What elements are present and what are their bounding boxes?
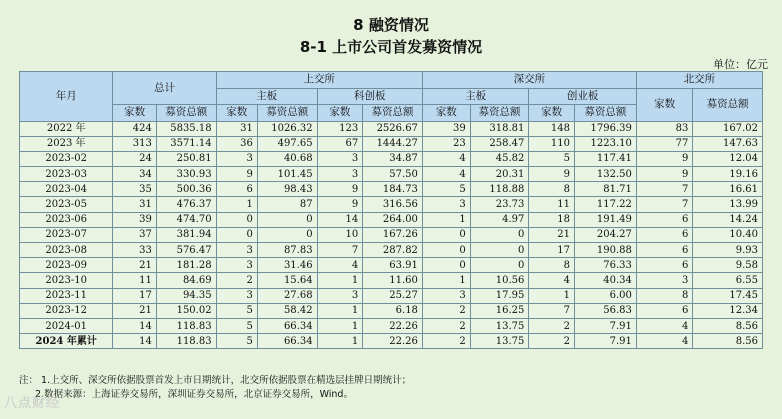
cell-sse-main-n: 0: [216, 212, 257, 227]
cell-total-a: 181.28: [156, 258, 216, 273]
cell-sse-main-n: 36: [216, 136, 257, 151]
cell-month: 2023-09: [20, 258, 113, 273]
table-row: [20, 167, 763, 182]
header-sse-main-amount: 募资总额: [257, 105, 317, 122]
cell-star-n: 1: [317, 318, 363, 333]
cell-total-a: 150.02: [156, 303, 216, 318]
cell-gem-a: 40.34: [574, 273, 636, 288]
table-row: [20, 182, 763, 197]
cell-total-n: 313: [113, 136, 156, 151]
cell-bse-n: 6: [636, 258, 692, 273]
cell-total-n: 14: [113, 334, 156, 349]
header-szse-main-count: 家数: [422, 105, 470, 122]
cell-bse-a: 12.04: [693, 151, 763, 166]
cell-star-a: 184.73: [363, 182, 423, 197]
header-sse-main-count: 家数: [216, 105, 257, 122]
cell-month: 2023-02: [20, 151, 113, 166]
cell-sz-main-a: 17.95: [470, 288, 529, 303]
table-row: [20, 212, 763, 227]
cell-gem-a: 56.83: [574, 303, 636, 318]
header-sse-star-amount: 募资总额: [363, 105, 423, 122]
cell-sz-main-a: 258.47: [470, 136, 529, 151]
cell-bse-n: 7: [636, 182, 692, 197]
cell-bse-n: 9: [636, 167, 692, 182]
page-title: 8 融资情况: [353, 16, 429, 34]
cell-sse-main-n: 2: [216, 273, 257, 288]
cell-total-a: 118.83: [156, 318, 216, 333]
cell-month: 2023-07: [20, 227, 113, 242]
cell-star-a: 2526.67: [363, 121, 423, 136]
cell-bse-n: 6: [636, 212, 692, 227]
cell-gem-a: 204.27: [574, 227, 636, 242]
cell-gem-n: 11: [529, 197, 575, 212]
cell-total-n: 21: [113, 303, 156, 318]
header-bse-count: 家数: [636, 88, 692, 121]
cell-total-a: 576.47: [156, 243, 216, 258]
cell-sse-main-n: 6: [216, 182, 257, 197]
header-szse-main: 主板: [422, 88, 528, 105]
cell-sse-main-n: 9: [216, 167, 257, 182]
cell-sz-main-n: 3: [422, 197, 470, 212]
header-szse: 深交所: [422, 72, 636, 89]
cell-month: 2022 年: [20, 121, 113, 136]
cell-sse-main-n: 0: [216, 227, 257, 242]
cell-sz-main-a: 4.97: [470, 212, 529, 227]
cell-total-n: 424: [113, 121, 156, 136]
table-row: [20, 136, 763, 151]
cell-sse-main-a: 66.34: [257, 334, 317, 349]
cell-total-n: 39: [113, 212, 156, 227]
cell-month: 2023-06: [20, 212, 113, 227]
cell-sz-main-a: 318.81: [470, 121, 529, 136]
cell-sz-main-n: 1: [422, 212, 470, 227]
cell-month: 2023-03: [20, 167, 113, 182]
cell-gem-n: 4: [529, 273, 575, 288]
footnote-2: 2.数据来源：上海证券交易所，深圳证券交易所，北京证券交易所，Wind。: [35, 389, 353, 400]
cell-star-n: 1: [317, 303, 363, 318]
cell-sse-main-a: 87.83: [257, 243, 317, 258]
cell-star-n: 3: [317, 167, 363, 182]
cell-total-n: 33: [113, 243, 156, 258]
cell-sse-main-a: 98.43: [257, 182, 317, 197]
cell-total-a: 84.69: [156, 273, 216, 288]
cell-total-n: 35: [113, 182, 156, 197]
cell-gem-a: 81.71: [574, 182, 636, 197]
cell-month: 2023-04: [20, 182, 113, 197]
cell-sz-main-a: 0: [470, 243, 529, 258]
cell-bse-a: 12.34: [693, 303, 763, 318]
table-title: 8-1 上市公司首发募资情况: [299, 38, 483, 56]
cell-sz-main-a: 13.75: [470, 334, 529, 349]
header-bse: 北交所: [636, 72, 762, 89]
cell-gem-n: 110: [529, 136, 575, 151]
cell-month: 2023-05: [20, 197, 113, 212]
cell-total-a: 250.81: [156, 151, 216, 166]
cell-month: 2023-12: [20, 303, 113, 318]
cell-gem-a: 190.88: [574, 243, 636, 258]
cell-gem-a: 1223.10: [574, 136, 636, 151]
cell-star-n: 7: [317, 243, 363, 258]
table-row: [20, 227, 763, 242]
cell-bse-n: 6: [636, 303, 692, 318]
cell-star-a: 11.60: [363, 273, 423, 288]
cell-star-a: 1444.27: [363, 136, 423, 151]
cell-sse-main-a: 87: [257, 197, 317, 212]
cell-total-n: 21: [113, 258, 156, 273]
cell-star-n: 1: [317, 273, 363, 288]
cell-total-n: 24: [113, 151, 156, 166]
cell-sz-main-a: 45.82: [470, 151, 529, 166]
cell-total-a: 476.37: [156, 197, 216, 212]
cell-total-n: 17: [113, 288, 156, 303]
cell-bse-n: 3: [636, 273, 692, 288]
cell-sse-main-n: 1: [216, 197, 257, 212]
header-total-amount: 募资总额: [156, 105, 216, 122]
cell-sz-main-a: 23.73: [470, 197, 529, 212]
cell-star-n: 10: [317, 227, 363, 242]
cell-star-a: 316.56: [363, 197, 423, 212]
cell-gem-n: 2: [529, 318, 575, 333]
cell-star-a: 287.82: [363, 243, 423, 258]
cell-sz-main-a: 10.56: [470, 273, 529, 288]
cell-total-a: 94.35: [156, 288, 216, 303]
cell-bse-n: 9: [636, 151, 692, 166]
cell-sz-main-n: 4: [422, 167, 470, 182]
cell-sse-main-a: 101.45: [257, 167, 317, 182]
cell-sz-main-n: 4: [422, 151, 470, 166]
cell-sz-main-n: 39: [422, 121, 470, 136]
cell-sse-main-n: 5: [216, 334, 257, 349]
cell-gem-a: 7.91: [574, 334, 636, 349]
cell-total-n: 14: [113, 318, 156, 333]
cell-gem-n: 17: [529, 243, 575, 258]
header-szse-gem-amount: 募资总额: [574, 105, 636, 122]
table-row: [20, 288, 763, 303]
cell-gem-n: 2: [529, 334, 575, 349]
cell-bse-a: 167.02: [693, 121, 763, 136]
cell-bse-a: 17.45: [693, 288, 763, 303]
cell-gem-n: 148: [529, 121, 575, 136]
cell-gem-a: 132.50: [574, 167, 636, 182]
cell-month: 2024-01: [20, 318, 113, 333]
cell-sz-main-a: 0: [470, 258, 529, 273]
table-body: [20, 121, 763, 349]
cell-gem-n: 18: [529, 212, 575, 227]
cell-sse-main-n: 5: [216, 318, 257, 333]
cell-bse-a: 147.63: [693, 136, 763, 151]
cell-bse-n: 7: [636, 197, 692, 212]
table-row: [20, 121, 763, 136]
cell-sz-main-n: 0: [422, 258, 470, 273]
cell-total-n: 11: [113, 273, 156, 288]
cell-sse-main-a: 0: [257, 227, 317, 242]
cell-bse-n: 77: [636, 136, 692, 151]
cell-sz-main-a: 16.25: [470, 303, 529, 318]
header-sse-star: 科创板: [317, 88, 422, 105]
cell-star-n: 3: [317, 288, 363, 303]
cell-sz-main-a: 118.88: [470, 182, 529, 197]
cell-total-a: 330.93: [156, 167, 216, 182]
cell-star-n: 9: [317, 197, 363, 212]
cell-sz-main-n: 0: [422, 243, 470, 258]
cell-bse-a: 6.55: [693, 273, 763, 288]
cell-sse-main-a: 66.34: [257, 318, 317, 333]
header-sse: 上交所: [216, 72, 422, 89]
cell-gem-a: 117.22: [574, 197, 636, 212]
cell-sse-main-a: 40.68: [257, 151, 317, 166]
cell-month: 2023 年: [20, 136, 113, 151]
cell-bse-a: 9.58: [693, 258, 763, 273]
cell-bse-a: 13.99: [693, 197, 763, 212]
cell-sse-main-a: 497.65: [257, 136, 317, 151]
cell-sz-main-n: 2: [422, 318, 470, 333]
cell-gem-a: 117.41: [574, 151, 636, 166]
cell-sse-main-a: 0: [257, 212, 317, 227]
cell-gem-n: 1: [529, 288, 575, 303]
cell-sse-main-n: 3: [216, 258, 257, 273]
cell-gem-n: 8: [529, 182, 575, 197]
cell-star-a: 264.00: [363, 212, 423, 227]
cell-bse-n: 8: [636, 288, 692, 303]
cell-sse-main-n: 5: [216, 303, 257, 318]
cell-star-a: 57.50: [363, 167, 423, 182]
cell-bse-a: 9.93: [693, 243, 763, 258]
header-szse-gem-count: 家数: [529, 105, 575, 122]
cell-star-a: 25.27: [363, 288, 423, 303]
cell-bse-n: 4: [636, 334, 692, 349]
cell-sz-main-n: 5: [422, 182, 470, 197]
header-sse-main: 主板: [216, 88, 317, 105]
header-month: 年月: [20, 72, 113, 122]
cell-gem-n: 21: [529, 227, 575, 242]
cell-star-a: 34.87: [363, 151, 423, 166]
cell-sz-main-n: 23: [422, 136, 470, 151]
cell-sse-main-a: 15.64: [257, 273, 317, 288]
cell-bse-n: 6: [636, 227, 692, 242]
table-row: [20, 258, 763, 273]
footnotes: [19, 374, 411, 402]
cell-sz-main-n: 3: [422, 288, 470, 303]
cell-sse-main-n: 31: [216, 121, 257, 136]
table-row: [20, 151, 763, 166]
cell-gem-a: 1796.39: [574, 121, 636, 136]
cell-total-a: 118.83: [156, 334, 216, 349]
cell-gem-a: 7.91: [574, 318, 636, 333]
cell-gem-a: 6.00: [574, 288, 636, 303]
cell-sz-main-n: 1: [422, 273, 470, 288]
table-row: [20, 303, 763, 318]
cell-sse-main-n: 3: [216, 288, 257, 303]
cell-star-a: 22.26: [363, 334, 423, 349]
cell-sse-main-a: 58.42: [257, 303, 317, 318]
header-total-count: 家数: [113, 105, 156, 122]
footnote-1: 注： 1.上交所、深交所依据股票首发上市日期统计，北交所依据股票在精选层挂牌日期统计；: [19, 375, 412, 386]
table-row: [20, 273, 763, 288]
cell-gem-n: 7: [529, 303, 575, 318]
table-row: [20, 334, 763, 349]
cell-star-n: 67: [317, 136, 363, 151]
cell-star-a: 63.91: [363, 258, 423, 273]
cell-total-n: 31: [113, 197, 156, 212]
cell-sz-main-a: 13.75: [470, 318, 529, 333]
cell-bse-n: 4: [636, 318, 692, 333]
cell-bse-a: 14.24: [693, 212, 763, 227]
cell-total-a: 474.70: [156, 212, 216, 227]
cell-star-n: 123: [317, 121, 363, 136]
cell-sz-main-n: 0: [422, 227, 470, 242]
cell-star-n: 3: [317, 151, 363, 166]
cell-gem-n: 9: [529, 167, 575, 182]
cell-bse-a: 19.16: [693, 167, 763, 182]
cell-bse-n: 6: [636, 243, 692, 258]
cell-total-a: 3571.14: [156, 136, 216, 151]
cell-gem-n: 8: [529, 258, 575, 273]
cell-star-a: 167.26: [363, 227, 423, 242]
table-row: [20, 243, 763, 258]
cell-gem-a: 76.33: [574, 258, 636, 273]
ipo-financing-table: [19, 71, 763, 349]
cell-month: 2023-10: [20, 273, 113, 288]
cell-star-a: 22.26: [363, 318, 423, 333]
cell-sz-main-n: 2: [422, 303, 470, 318]
cell-sse-main-n: 3: [216, 151, 257, 166]
cell-month: 2023-11: [20, 288, 113, 303]
cell-star-n: 14: [317, 212, 363, 227]
header-sse-star-count: 家数: [317, 105, 363, 122]
cell-bse-a: 8.56: [693, 318, 763, 333]
cell-sz-main-n: 2: [422, 334, 470, 349]
cell-star-n: 4: [317, 258, 363, 273]
header-szse-main-amount: 募资总额: [470, 105, 529, 122]
cell-month: 2024 年累计: [20, 334, 113, 349]
header-bse-amount: 募资总额: [693, 88, 763, 121]
unit-label: 单位：亿元: [713, 58, 768, 71]
cell-star-a: 6.18: [363, 303, 423, 318]
header-szse-gem: 创业板: [529, 88, 637, 105]
cell-total-n: 37: [113, 227, 156, 242]
cell-total-a: 500.36: [156, 182, 216, 197]
table-row: [20, 318, 763, 333]
header-total: 总计: [113, 72, 216, 105]
cell-total-a: 381.94: [156, 227, 216, 242]
cell-month: 2023-08: [20, 243, 113, 258]
watermark-logo: 八点财经: [4, 396, 61, 411]
cell-sse-main-a: 27.68: [257, 288, 317, 303]
cell-sz-main-a: 0: [470, 227, 529, 242]
cell-gem-a: 191.49: [574, 212, 636, 227]
cell-bse-a: 10.40: [693, 227, 763, 242]
cell-total-n: 34: [113, 167, 156, 182]
cell-bse-a: 8.56: [693, 334, 763, 349]
cell-total-a: 5835.18: [156, 121, 216, 136]
table-row: [20, 197, 763, 212]
cell-star-n: 9: [317, 182, 363, 197]
cell-gem-n: 5: [529, 151, 575, 166]
cell-sse-main-n: 3: [216, 243, 257, 258]
cell-sse-main-a: 31.46: [257, 258, 317, 273]
cell-star-n: 1: [317, 334, 363, 349]
cell-bse-n: 83: [636, 121, 692, 136]
cell-sz-main-a: 20.31: [470, 167, 529, 182]
cell-bse-a: 16.61: [693, 182, 763, 197]
cell-sse-main-a: 1026.32: [257, 121, 317, 136]
